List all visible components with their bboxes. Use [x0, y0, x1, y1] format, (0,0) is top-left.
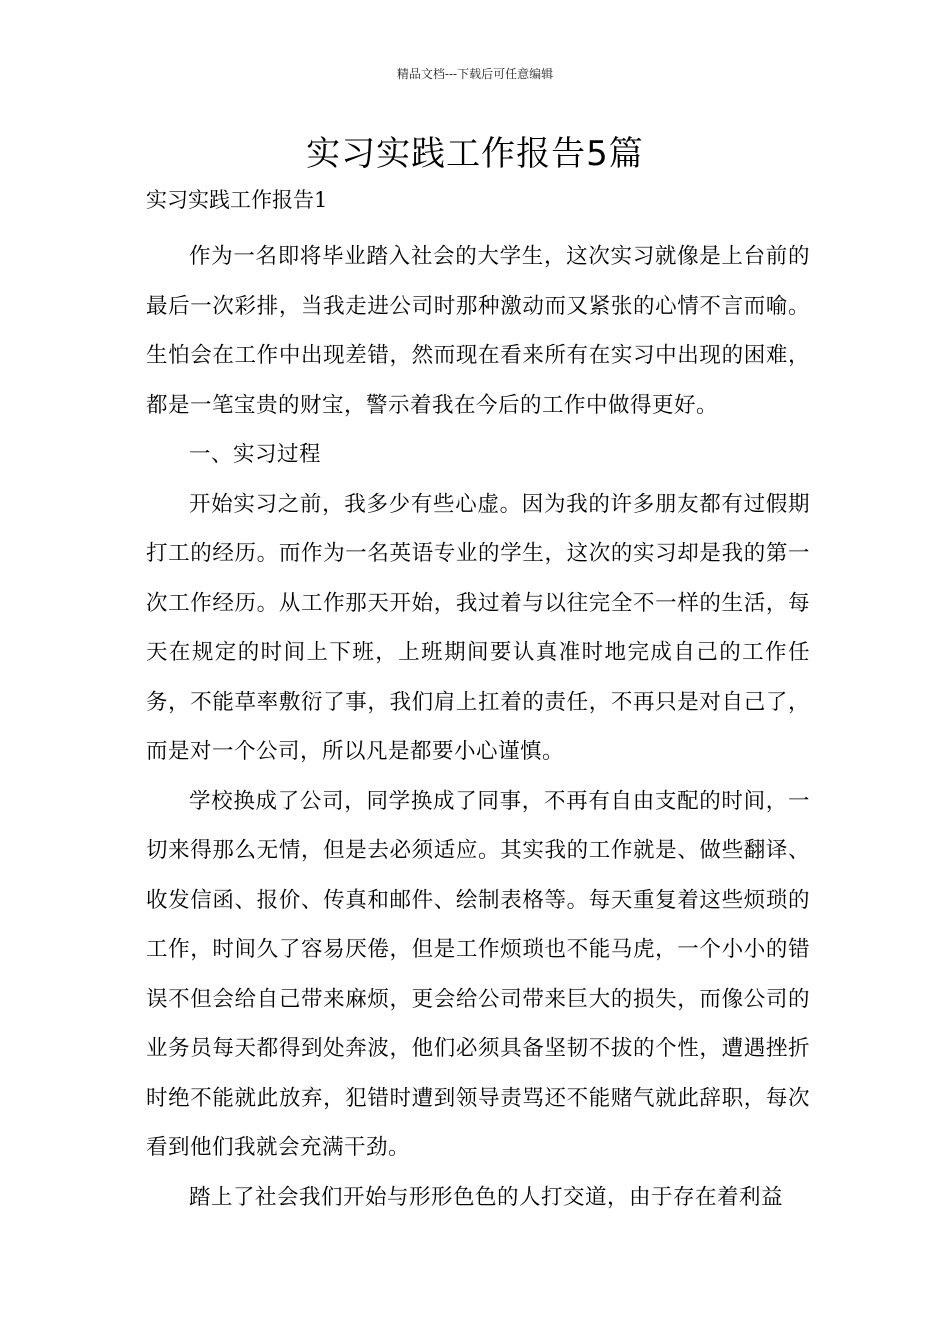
document-body: [146, 232, 810, 1222]
subheading-internship-process: 一、实习过程: [189, 442, 322, 467]
document-title: 实习实践工作报告5篇: [306, 134, 644, 174]
paragraph-before-internship: 开始实习之前，我多少有些心虚。因为我的许多朋友都有过假期打工的经历。而作为一名英语专业的学生，这次的实习却是我的第一次工作经历。从工作那天开始，我过着与以往完全不一样的生活，每天在规定的时间上下班，上班期间要认真准时地完成自己的工作任务，不能草率敷衍了事，我们肩上扛着的责任，不再只是对自己了，而是对一个公司，所以凡是都要小心谨慎。: [146, 491, 810, 764]
paragraph-school-to-company: 学校换成了公司，同学换成了同事，不再有自由支配的时间，一切来得那么无情，但是去必须适应。其实我的工作就是、做些翻译、收发信函、报价、传真和邮件、绘制表格等。每天重复着这些烦琐的工作，时间久了容易厌倦，但是工作烦琐也不能马虎，一个小小的错误不但会给自己带来麻烦，更会给公司带来巨大的损失，而像公司的业务员每天都得到处奔波，他们必须具备坚韧不拔的个性，遭遇挫折时绝不能就此放弃，犯错时遭到领导责骂还不能赌气就此辞职，每次看到他们我就会充满干劲。: [146, 788, 810, 1160]
header-note: 精品文档---下载后可任意编辑: [396, 67, 554, 81]
paragraph-entering-society: 踏上了社会我们开始与形形色色的人打交道，由于存在着利益: [189, 1184, 784, 1210]
section-title: 实习实践工作报告1: [146, 188, 328, 212]
paragraph-intro: 作为一名即将毕业踏入社会的大学生，这次实习就像是上台前的最后一次彩排，当我走进公司时那种激动而又紧张的心情不言而喻。生怕会在工作中出现差错，然而现在看来所有在实习中出现的困难，都是一笔宝贵的财宝，警示着我在今后的工作中做得更好。: [146, 244, 810, 418]
